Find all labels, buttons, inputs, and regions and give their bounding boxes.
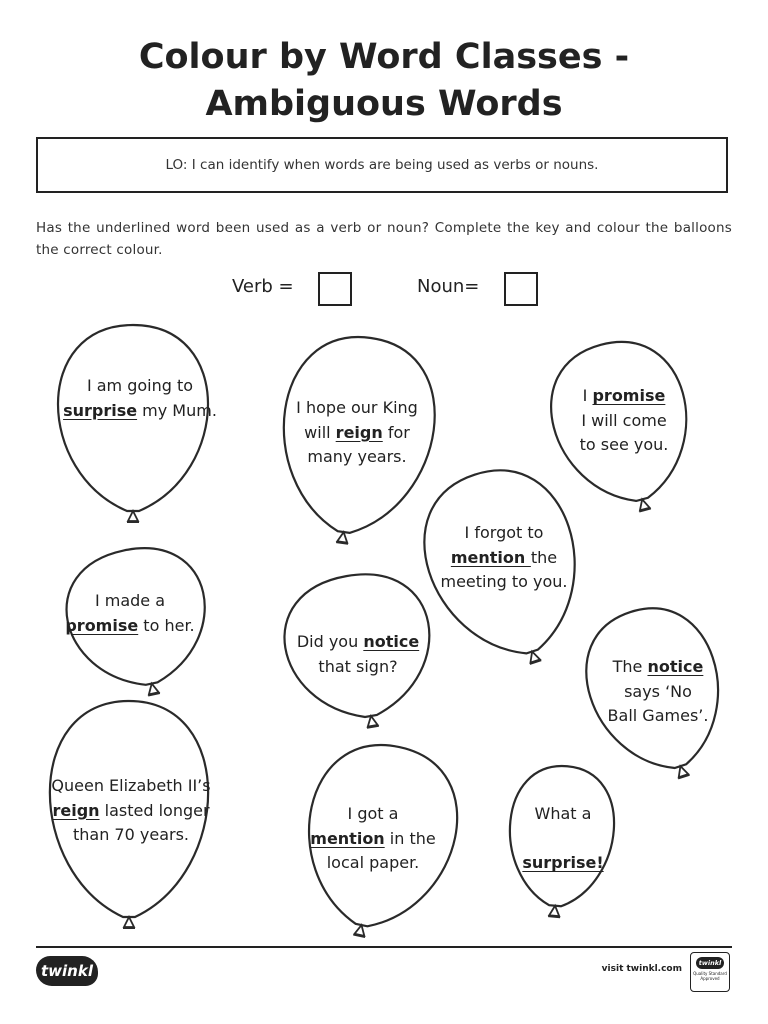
- underlined-word: mention: [310, 828, 385, 848]
- underlined-word: notice: [647, 657, 704, 676]
- balloon-text-line: [534, 433, 714, 458]
- verb-key-label: Verb =: [232, 276, 294, 297]
- balloon-text-line: [40, 589, 220, 614]
- balloon-text-segment: I hope our King: [296, 398, 418, 417]
- balloon-text-line: [473, 851, 653, 876]
- balloon-text-line: [568, 680, 748, 705]
- balloon-text: [267, 396, 447, 470]
- balloon-text-line: [41, 823, 221, 848]
- balloon-text-line: [568, 655, 748, 680]
- visit-link[interactable]: visit twinkl.com: [601, 964, 682, 974]
- balloon-text-line: [267, 421, 447, 446]
- quality-badge: [690, 952, 730, 992]
- balloon-knot-edge: [548, 916, 560, 917]
- balloon-text-segment: to see you.: [579, 435, 669, 454]
- balloon-text: [568, 655, 748, 729]
- instructions-text: Has the underlined word been used as a verb or noun? Complete the key and colour the balloons the correct colour.: [36, 220, 732, 258]
- balloon-text-segment: I got a: [347, 804, 399, 823]
- balloon-text-line: [414, 521, 594, 546]
- balloon-text: [40, 589, 220, 638]
- footer-divider: [36, 946, 732, 948]
- balloon-text-line: [568, 704, 748, 729]
- underlined-word: mention: [450, 547, 531, 567]
- balloon-text-segment: meeting to you.: [440, 572, 568, 591]
- underlined-word: promise: [65, 615, 139, 635]
- balloon-text-line: [41, 799, 221, 824]
- balloon-text-segment: I made a: [94, 591, 166, 610]
- balloon-text-segment: local paper.: [326, 853, 420, 872]
- balloon-text-line: [534, 384, 714, 409]
- balloon-text-segment: Ball Games’.: [607, 706, 709, 725]
- underlined-word: reign: [335, 422, 383, 442]
- balloon-text-line: [414, 570, 594, 595]
- balloon-text: [473, 802, 653, 876]
- title-line-1: Colour by Word Classes -: [138, 37, 630, 77]
- underlined-word: reign: [52, 800, 100, 820]
- underlined-word: surprise: [63, 400, 138, 420]
- balloon-knot: [124, 917, 134, 927]
- balloon-text-line: [283, 851, 463, 876]
- balloon-text-segment: Did you: [296, 632, 364, 651]
- balloon-text-line: [40, 614, 220, 639]
- balloon-text-line: [283, 827, 463, 852]
- balloon-text: [50, 374, 230, 423]
- balloon-text-segment: than 70 years.: [72, 825, 189, 844]
- balloon-text-segment: Queen Elizabeth II’s: [51, 776, 211, 795]
- balloon-text-line: [41, 774, 221, 799]
- balloon-text-line: [267, 396, 447, 421]
- balloon-text-segment: I: [582, 386, 593, 405]
- balloon-text-line: [283, 802, 463, 827]
- balloon-text-segment: I forgot to: [464, 523, 544, 542]
- balloon-text-segment: in the: [384, 828, 436, 848]
- balloon-text-line: [268, 630, 448, 655]
- balloon-text: [41, 774, 221, 848]
- twinkl-logo[interactable]: [36, 956, 98, 986]
- underlined-word: surprise!: [522, 853, 604, 872]
- balloon-text-line: [473, 802, 653, 827]
- balloon-text-segment: What a: [534, 804, 592, 823]
- balloon-text: [414, 521, 594, 595]
- balloon-text-line: [534, 409, 714, 434]
- balloon-text-line: [50, 374, 230, 399]
- balloon-text: [534, 384, 714, 458]
- balloon-text-line: [268, 655, 448, 680]
- learning-objective-text: LO: I can identify when words are being used as verbs or nouns.: [165, 157, 599, 173]
- balloon-text-segment: I will come: [581, 410, 667, 430]
- twinkl-logo-text: twinkl: [41, 962, 93, 980]
- balloon-text-segment: will: [304, 422, 336, 442]
- balloon-text-segment: I am going to: [86, 376, 194, 395]
- balloon-knot: [128, 511, 138, 521]
- balloon-text-segment: that sign?: [318, 656, 398, 676]
- balloon-text-segment: my Mum.: [137, 400, 217, 420]
- badge-text: Quality Standard Approved: [693, 971, 727, 981]
- balloon-text: [268, 630, 448, 679]
- balloon[interactable]: [58, 325, 208, 522]
- balloon-text-line: [50, 399, 230, 424]
- title-line-2: Ambiguous Words: [205, 84, 563, 124]
- balloon-text-line: [473, 827, 653, 852]
- balloon-text-segment: lasted longer: [99, 800, 210, 820]
- balloon-text-segment: says ‘No: [624, 681, 692, 701]
- badge-logo: twinkl: [696, 957, 724, 969]
- balloon-text-segment: to her.: [138, 615, 195, 635]
- balloon-text-segment: the: [530, 547, 558, 567]
- balloon-text-segment: for: [382, 422, 410, 442]
- balloon-text: [283, 802, 463, 876]
- underlined-word: notice: [363, 632, 420, 651]
- balloon-text-segment: many years.: [307, 447, 407, 466]
- underlined-word: promise: [592, 386, 666, 405]
- balloon-text-line: [414, 546, 594, 571]
- noun-key-label: Noun=: [417, 276, 480, 297]
- balloon-text-segment: The: [612, 657, 648, 676]
- balloon-text-line: [267, 445, 447, 470]
